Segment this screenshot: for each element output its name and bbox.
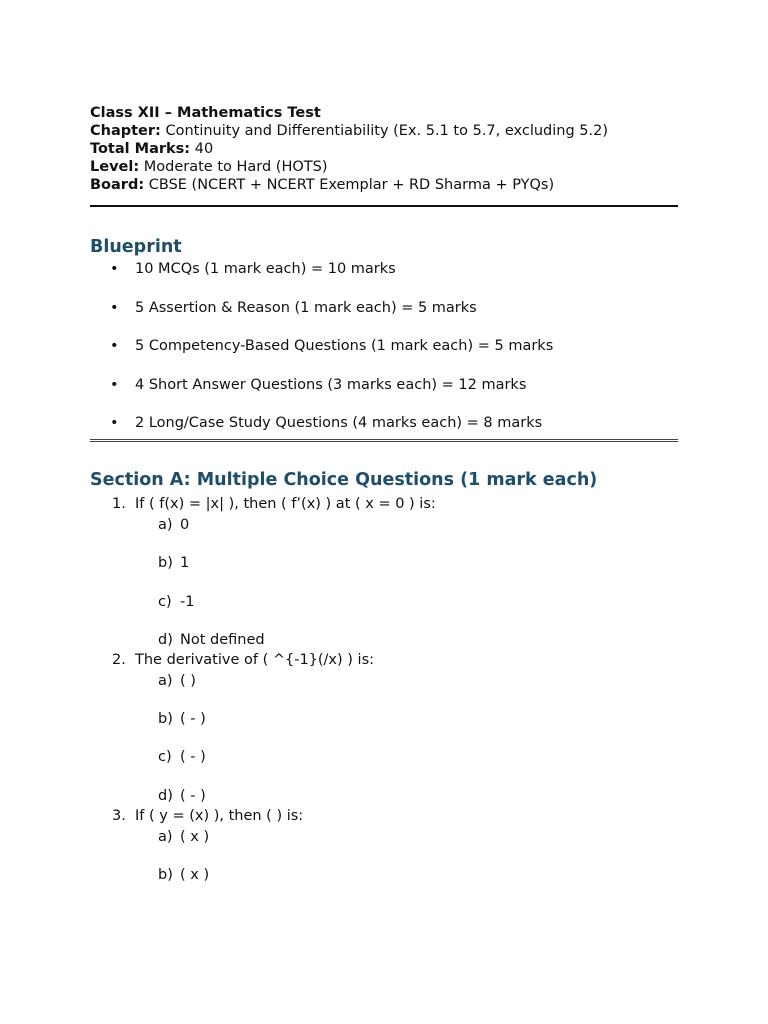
list-item: • 2 Long/Case Study Questions (4 marks each) = 8 marks	[110, 415, 543, 431]
list-item: • 10 MCQs (1 mark each) = 10 marks	[110, 261, 396, 277]
section-divider	[90, 439, 678, 442]
blueprint-heading: Blueprint	[90, 237, 182, 257]
option-a: a) 0	[158, 517, 190, 533]
level-line	[90, 158, 678, 176]
bullet-icon: •	[110, 261, 119, 277]
option-b: b) ( - )	[158, 711, 206, 728]
question-3	[90, 807, 678, 886]
option-b: b) 1	[158, 555, 190, 572]
total-marks-label: Total Marks:	[90, 141, 191, 157]
list-item: • 4 Short Answer Questions (3 marks each) = 12 marks	[110, 376, 527, 393]
list-item: • 5 Assertion & Reason (1 mark each) = 5 marks	[110, 299, 477, 316]
level-value: Moderate to Hard (HOTS)	[139, 159, 328, 175]
option-d: d) ( - )	[158, 787, 206, 804]
board-label: Board:	[90, 177, 145, 193]
question-number: 3.	[112, 807, 126, 824]
total-marks-line	[90, 140, 678, 158]
option-a: a) ( )	[158, 672, 196, 689]
option-b: b) ( x )	[158, 867, 210, 884]
level-label: Level:	[90, 159, 140, 175]
bullet-icon: •	[110, 415, 119, 431]
question-number: 2.	[112, 651, 126, 668]
header-divider	[90, 205, 678, 207]
option-c: c) ( - )	[158, 749, 206, 766]
question-text: If ( y = (x) ), then ( ) is:	[135, 807, 304, 824]
question-1	[90, 495, 678, 651]
total-marks-value: 40	[190, 141, 214, 157]
question-number: 1.	[112, 496, 126, 512]
list-item: • 5 Competency-Based Questions (1 mark each) = 5 marks	[110, 338, 554, 354]
question-text: If ( f(x) = |x| ), then ( f’(x) ) at ( x = 0 ) is:	[135, 496, 436, 512]
chapter-value: Continuity and Differentiability (Ex. 5.1 to 5.7, excluding 5.2)	[160, 123, 609, 139]
blueprint-list	[90, 260, 678, 439]
chapter-label: Chapter:	[90, 123, 161, 139]
question-2	[90, 651, 678, 807]
option-list	[135, 516, 678, 651]
option-d: d) Not defined	[158, 631, 265, 648]
board-line	[90, 176, 678, 194]
document-page	[90, 104, 678, 886]
option-a: a) ( x )	[158, 828, 210, 845]
section-a-heading: Section A: Multiple Choice Questions (1 mark each)	[90, 470, 598, 490]
chapter-line	[90, 122, 678, 140]
question-list	[90, 495, 678, 886]
option-list	[135, 828, 678, 886]
question-text: The derivative of ( ^{-1}(/x) ) is:	[135, 651, 375, 668]
document-title: Class XII – Mathematics Test	[90, 105, 321, 121]
option-c: c) -1	[158, 593, 195, 610]
bullet-icon: •	[110, 376, 119, 393]
board-value: CBSE (NCERT + NCERT Exemplar + RD Sharma + PYQs)	[144, 177, 555, 193]
bullet-icon: •	[110, 299, 119, 316]
bullet-icon: •	[110, 338, 119, 354]
option-list	[135, 672, 678, 807]
